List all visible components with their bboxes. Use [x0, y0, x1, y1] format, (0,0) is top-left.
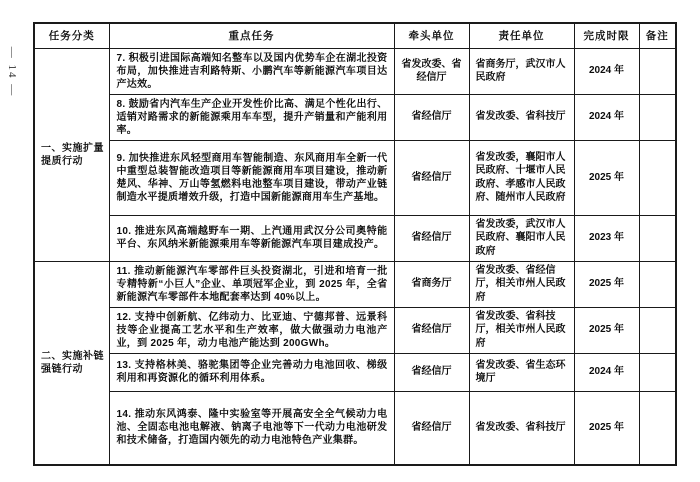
deadline-cell: 2025 年: [574, 391, 639, 465]
remark-cell: [639, 94, 676, 140]
lead-unit-cell: 省经信厅: [394, 307, 469, 353]
table-row: [34, 261, 676, 307]
remark-cell: [639, 140, 676, 215]
remark-cell: [639, 307, 676, 353]
header-cell-remark: 备注: [639, 23, 676, 48]
table-row: [34, 307, 676, 353]
deadline-cell: 2025 年: [574, 140, 639, 215]
header-row: [34, 23, 676, 48]
table-row: [34, 94, 676, 140]
deadline-cell: 2025 年: [574, 307, 639, 353]
header-cell-lead: 牵头单位: [394, 23, 469, 48]
responsible-unit-cell: 省发改委，襄阳市人民政府、十堰市人民政府、孝感市人民政府、随州市人民政府: [469, 140, 574, 215]
task-cell: 11. 推动新能源汽车零部件巨头投资湖北，引进和培育一批专精特新“小巨人”企业、单项冠军企业，到 2025 年，全省新能源汽车零部件本地配套率达到 40%以上。: [109, 261, 394, 307]
task-cell: 12. 支持中创新航、亿纬动力、比亚迪、宁德邦普、远景科技等企业提高工艺水平和生产效率，做大做强动力电池产业，到 2025 年，动力电池产能达到 200GWh。: [109, 307, 394, 353]
lead-unit-cell: 省发改委、省经信厅: [394, 48, 469, 94]
lead-unit-cell: 省经信厅: [394, 94, 469, 140]
task-cell: 10. 推进东风高端越野车一期、上汽通用武汉分公司奥特能平台、东风纳米新能源乘用车等新能源汽车项目建成投产。: [109, 215, 394, 261]
responsible-unit-cell: 省发改委、省科技厅，相关市州人民政府: [469, 307, 574, 353]
deadline-cell: 2024 年: [574, 48, 639, 94]
deadline-cell: 2024 年: [574, 353, 639, 391]
header-cell-deadline: 完成时限: [574, 23, 639, 48]
remark-cell: [639, 353, 676, 391]
header-cell-responsible: 责任单位: [469, 23, 574, 48]
remark-cell: [639, 261, 676, 307]
task-cell: 13. 支持格林美、骆驼集团等企业完善动力电池回收、梯级利用和再资源化的循环利用体系。: [109, 353, 394, 391]
responsible-unit-cell: 省商务厅，武汉市人民政府: [469, 48, 574, 94]
task-cell: 14. 推动东风鸿泰、隆中实验室等开展高安全全气候动力电池、全固态电池电解液、钠离子电池等下一代动力电池研发和技术储备，打造国内领先的动力电池特色产业集群。: [109, 391, 394, 465]
lead-unit-cell: 省经信厅: [394, 391, 469, 465]
remark-cell: [639, 215, 676, 261]
task-table: [33, 22, 677, 466]
task-cell: 8. 鼓励省内汽车生产企业开发性价比高、满足个性化出行、适销对路需求的新能源乘用车车型，提升产销量和产能利用率。: [109, 94, 394, 140]
deadline-cell: 2024 年: [574, 94, 639, 140]
table-row: [34, 215, 676, 261]
table-row: [34, 48, 676, 94]
task-cell: 7. 积极引进国际高端知名整车以及国内优势车企在湖北投资布局，加快推进吉利路特斯、小鹏汽车等新能源汽车项目达产达效。: [109, 48, 394, 94]
lead-unit-cell: 省经信厅: [394, 140, 469, 215]
responsible-unit-cell: 省发改委、省科技厅: [469, 391, 574, 465]
responsible-unit-cell: 省发改委、省科技厅: [469, 94, 574, 140]
category-cell: 一、实施扩量提质行动: [34, 48, 109, 261]
responsible-unit-cell: 省发改委，武汉市人民政府、襄阳市人民政府: [469, 215, 574, 261]
page-number: — 14 —: [6, 46, 18, 98]
responsible-unit-cell: 省发改委、省经信厅，相关市州人民政府: [469, 261, 574, 307]
lead-unit-cell: 省经信厅: [394, 353, 469, 391]
remark-cell: [639, 391, 676, 465]
lead-unit-cell: 省经信厅: [394, 215, 469, 261]
table-row: [34, 140, 676, 215]
table-row: [34, 391, 676, 465]
header-cell-category: 任务分类: [34, 23, 109, 48]
deadline-cell: 2023 年: [574, 215, 639, 261]
responsible-unit-cell: 省发改委、省生态环境厅: [469, 353, 574, 391]
task-cell: 9. 加快推进东风轻型商用车智能制造、东风商用车全新一代中重型总装智能改造项目等新能源商用车项目建设，推动新楚风、华神、万山等氢燃料电池整车项目建设，带动产业链制造水平提质增效升级，打造中国新能源商用车生产基地。: [109, 140, 394, 215]
deadline-cell: 2025 年: [574, 261, 639, 307]
category-cell: 二、实施补链强链行动: [34, 261, 109, 465]
table-row: [34, 353, 676, 391]
remark-cell: [639, 48, 676, 94]
header-cell-task: 重点任务: [109, 23, 394, 48]
lead-unit-cell: 省商务厅: [394, 261, 469, 307]
